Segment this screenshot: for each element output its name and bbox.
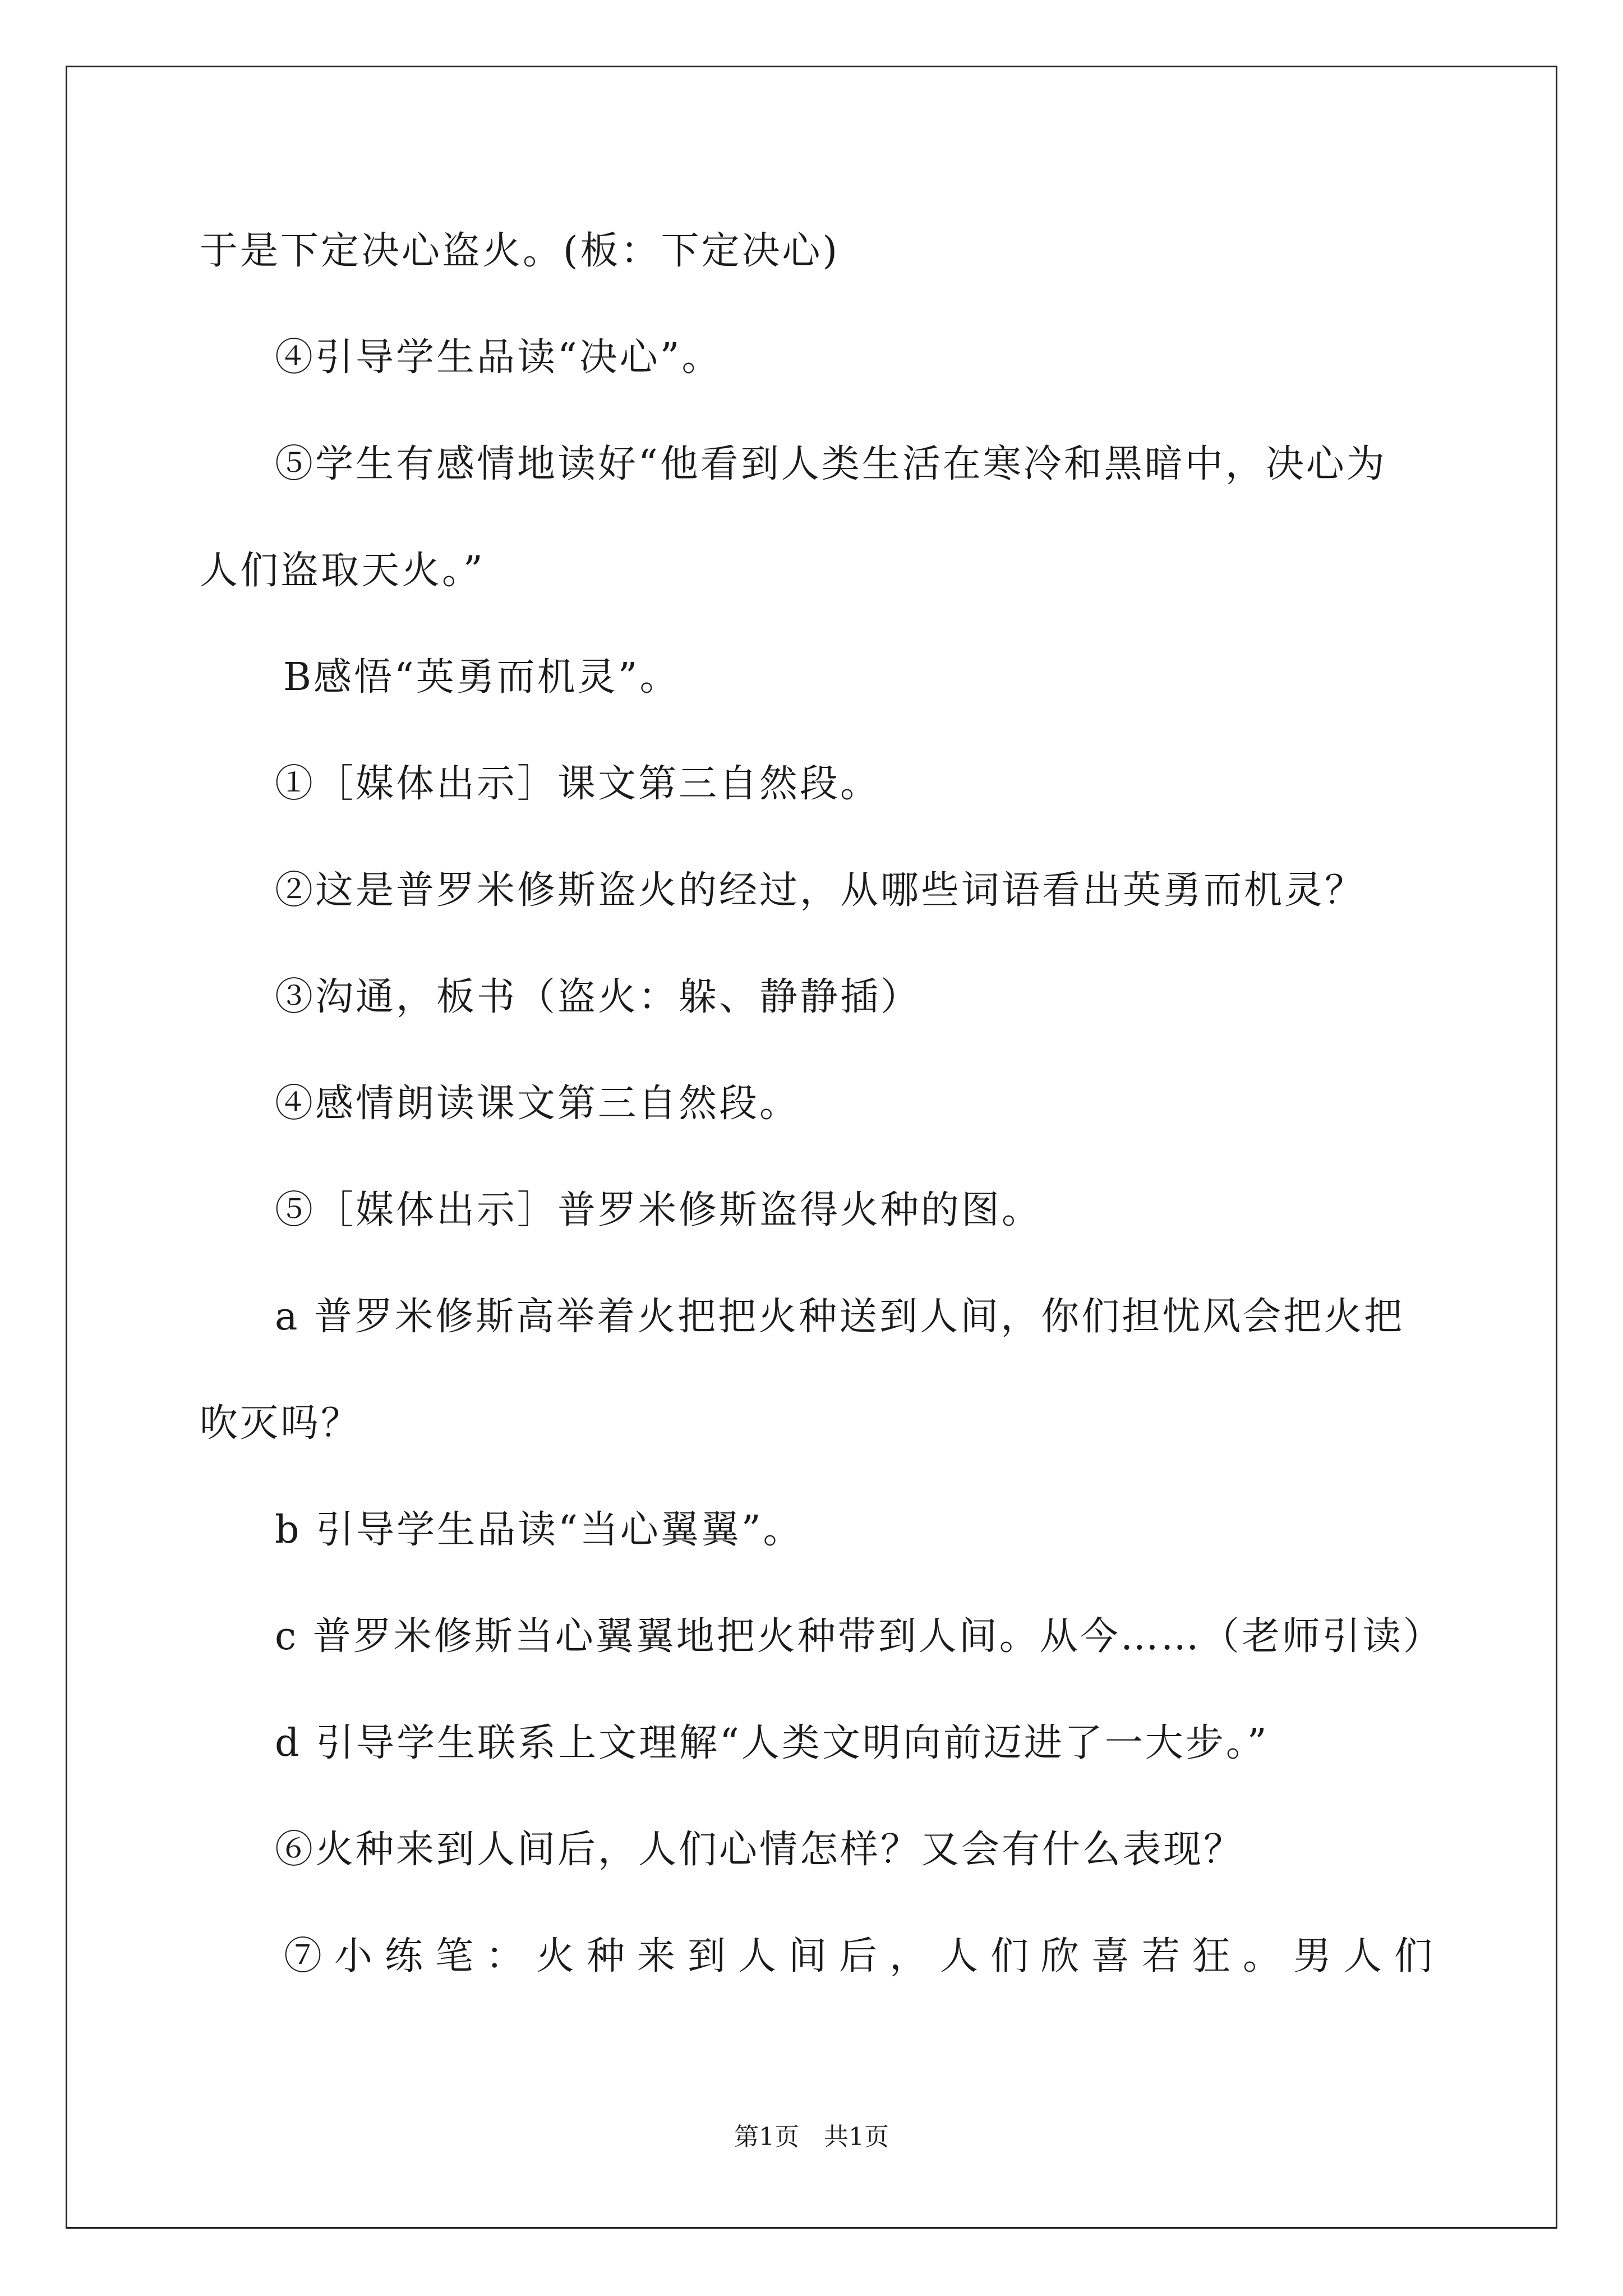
text-line-13: b 引导学生品读“当心翼翼”。: [275, 1508, 804, 1552]
text-line-10: ⑤［媒体出示］普罗米修斯盗得火种的图。: [275, 1188, 1043, 1232]
text-line-6: ①［媒体出示］课文第三自然段。: [275, 762, 881, 806]
text-line-12: 吹灭吗？: [200, 1401, 362, 1446]
text-line-5: B感悟“英勇而机灵”。: [283, 655, 680, 700]
text-line-11: a 普罗米修斯高举着火把把火种送到人间，你们担忧风会把火把: [275, 1295, 1405, 1339]
text-line-3: ⑤学生有感情地读好“他看到人类生活在寒冷和黑暗中，决心为: [275, 442, 1387, 486]
text-line-2: ④引导学生品读“决心”。: [275, 335, 722, 380]
page-number-footer: 第1页 共1页: [734, 2123, 889, 2151]
text-line-14: c 普罗米修斯当心翼翼地把火种带到人间。从今……（老师引读）: [275, 1614, 1444, 1659]
text-line-15: d 引导学生联系上文理解“人类文明向前迈进了一大步。”: [275, 1721, 1269, 1765]
page-border: [66, 66, 1557, 2229]
text-line-1: 于是下定决心盗火。(板：下定决心): [200, 229, 840, 273]
text-line-16: ⑥火种来到人间后，人们心情怎样？又会有什么表现？: [275, 1828, 1244, 1872]
text-line-17: ⑦小练笔：火种来到人间后，人们欣喜若狂。男人们: [284, 1934, 1445, 1978]
text-line-7: ②这是普罗米修斯盗火的经过，从哪些词语看出英勇而机灵？: [275, 868, 1366, 913]
text-line-9: ④感情朗读课文第三自然段。: [275, 1082, 800, 1126]
text-line-8: ③沟通，板书（盗火：躲、静静插）: [275, 975, 921, 1019]
text-line-4: 人们盗取天火。”: [200, 549, 485, 593]
